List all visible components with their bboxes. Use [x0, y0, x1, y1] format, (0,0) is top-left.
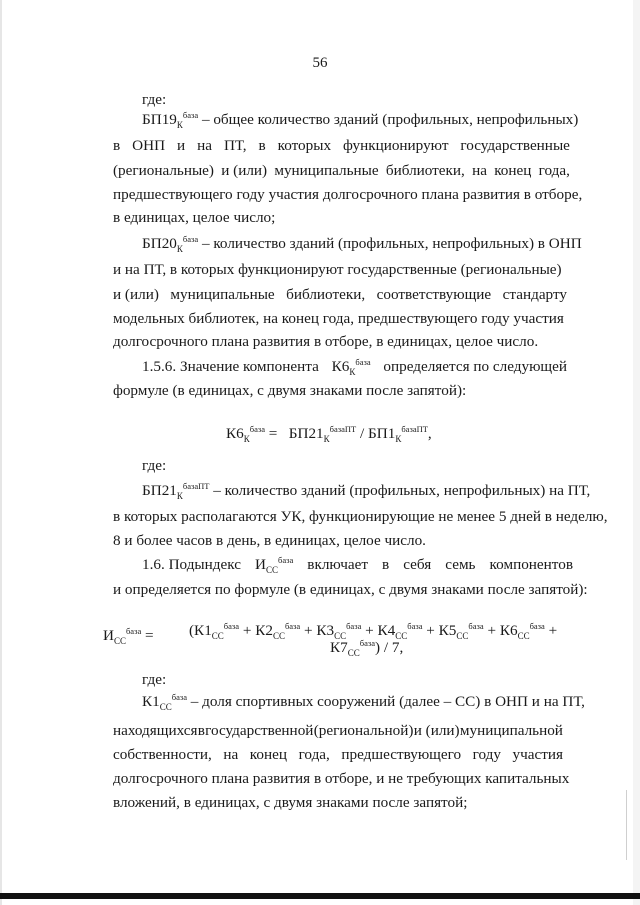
- word: года,: [538, 162, 570, 179]
- bp20-line-5: долгосрочного плана развития в отборе, в единицах, целое число.: [113, 333, 539, 350]
- formula-icc-rhs-line-1: [189, 620, 558, 642]
- word: функционируют: [343, 137, 449, 154]
- f2-lhs: И: [103, 627, 114, 644]
- f2-sub: СС: [395, 631, 408, 642]
- bp21-sup: базаПТ: [182, 480, 210, 491]
- f2-lhs-sup: база: [125, 625, 142, 636]
- p156-symbol-group: [331, 356, 371, 378]
- where-label-3: где:: [142, 671, 167, 688]
- f2-plus: +: [487, 622, 497, 639]
- bp20-line-2: и на ПТ, в которых функционируют государственные (региональные): [113, 261, 562, 278]
- formula-icc-rhs-line-2: [330, 637, 404, 659]
- p16-line-2: и определяется по формуле (в единицах, с двумя знаками после запятой):: [113, 581, 588, 598]
- bp19-text: – общее количество зданий (профильных, непрофильных): [201, 111, 579, 128]
- bp20-line-3: [113, 286, 567, 303]
- k1-sup: база: [171, 691, 187, 702]
- bp19-line-4: предшествующего году участия долгосрочного плана развития в отборе,: [113, 186, 583, 203]
- f2-sup: база: [284, 620, 301, 631]
- p156-symbol: К6: [331, 358, 350, 375]
- f2-t3: К3: [316, 622, 335, 639]
- word: в: [258, 137, 266, 154]
- word: и (или): [413, 722, 460, 739]
- f2-sup: база: [359, 637, 375, 648]
- f2-t5: К5: [438, 622, 457, 639]
- p156-line-2: формуле (в единицах, с двумя знаками после запятой):: [113, 382, 467, 399]
- k1-symbol: К1: [142, 693, 160, 710]
- f2-t4: К4: [377, 622, 396, 639]
- bp20-symbol: БП20: [142, 235, 177, 252]
- bp19-definition-line-1: [142, 109, 579, 131]
- f1-a-sub: К: [323, 434, 330, 445]
- word: на: [223, 746, 239, 763]
- word: муниципальной: [459, 722, 563, 739]
- word: компонентов: [489, 556, 573, 573]
- f2-plus: +: [548, 622, 558, 639]
- word: государственной: [205, 722, 314, 739]
- bp19-line-2: [113, 137, 570, 154]
- word: включает: [307, 556, 368, 573]
- word: которых: [277, 137, 332, 154]
- where-label-1: где:: [142, 91, 167, 108]
- word: государственные: [460, 137, 570, 154]
- f2-plus: +: [303, 622, 313, 639]
- f2-sub: СС: [347, 648, 360, 659]
- word: муниципальные: [170, 286, 275, 303]
- word: году: [472, 746, 501, 763]
- bp21-definition-line-1: [142, 480, 591, 502]
- f2-sup: база: [468, 620, 484, 631]
- bp21-line-3: 8 и более часов в день, в единицах, целое число.: [113, 532, 426, 549]
- p16-sub: СС: [266, 565, 279, 576]
- bp21-line-2: в которых располагаются УК, функционирующие не менее 5 дней в неделю,: [113, 508, 608, 525]
- f2-plus: +: [426, 622, 435, 639]
- p156-pre: 1.5.6. Значение компонента: [142, 358, 319, 375]
- bp21-text: – количество зданий (профильных, непрофильных) на ПТ,: [213, 482, 591, 499]
- f1-a: БП21: [288, 425, 324, 442]
- word: соответствующие: [376, 286, 492, 303]
- word: находящихся: [113, 722, 198, 739]
- bp19-symbol: БП19: [142, 111, 177, 128]
- formula-icc-lhs: [103, 625, 154, 647]
- p16-symbol-group: [255, 554, 294, 576]
- f1-lhs-sup: база: [249, 423, 265, 434]
- word: ОНП: [132, 137, 166, 154]
- word: на: [472, 162, 487, 179]
- p156-line-1: [142, 356, 567, 378]
- k1-line-2: [113, 722, 563, 739]
- word: конец: [249, 746, 287, 763]
- p16-line-1: [142, 554, 573, 576]
- f2-eq: =: [145, 627, 154, 644]
- f1-b-sup: базаПТ: [401, 423, 428, 434]
- word: и (или): [113, 286, 159, 303]
- scan-bottom-bar: [0, 893, 640, 899]
- f2-sub: СС: [272, 631, 285, 642]
- f2-close: ) / 7,: [374, 639, 404, 656]
- f1-end: ,: [427, 425, 432, 442]
- bp20-sub: К: [176, 244, 183, 255]
- scan-left-edge: [0, 0, 2, 905]
- p16-symbol: И: [255, 556, 266, 573]
- word: и (или): [221, 162, 268, 179]
- scan-mark: [626, 790, 627, 860]
- f2-sub: СС: [211, 631, 224, 642]
- f2-sup: база: [407, 620, 423, 631]
- f2-open: (К1: [189, 622, 212, 639]
- f2-sup: база: [529, 620, 545, 631]
- word: на: [197, 137, 212, 154]
- bp19-line-3: [113, 162, 570, 179]
- word: (региональные): [113, 162, 214, 179]
- word: собственности,: [113, 746, 212, 763]
- f2-plus: +: [242, 622, 252, 639]
- p156-post: определяется по следующей: [383, 358, 567, 375]
- word: года,: [298, 746, 330, 763]
- p16-pre: 1.6. Подындекс: [142, 556, 241, 573]
- f2-plus: +: [365, 622, 374, 639]
- formula-k6: [226, 423, 432, 445]
- bp20-sup: база: [182, 233, 199, 244]
- word: и: [177, 137, 186, 154]
- k1-definition-line-1: [142, 691, 585, 713]
- word: стандарту: [502, 286, 567, 303]
- word: участия: [512, 746, 563, 763]
- word: семь: [445, 556, 476, 573]
- page-number: 56: [312, 55, 328, 71]
- word: конец: [494, 162, 532, 179]
- p156-sup: база: [355, 356, 371, 367]
- f1-eq: =: [268, 425, 278, 442]
- word: предшествующего: [341, 746, 462, 763]
- bp20-text: – количество зданий (профильных, непрофильных) в ОНП: [201, 235, 582, 252]
- f2-t2: К2: [255, 622, 273, 639]
- bp21-sub: К: [176, 491, 183, 502]
- k1-line-5: вложений, в единицах, с двумя знаками после запятой;: [113, 794, 468, 811]
- f2-t7: К7: [330, 639, 348, 656]
- f1-b-sub: К: [395, 434, 402, 445]
- scan-right-edge: [633, 0, 640, 905]
- word: муниципальные: [274, 162, 379, 179]
- f1-a-sup: базаПТ: [329, 423, 357, 434]
- word: себя: [403, 556, 432, 573]
- f1-div: /: [360, 425, 365, 442]
- word: библиотеки,: [286, 286, 366, 303]
- f2-sub: СС: [517, 631, 530, 642]
- f1-lhs: К6: [226, 425, 244, 442]
- f1-b: БП1: [368, 425, 396, 442]
- f2-sup: база: [346, 620, 362, 631]
- f2-sub: СС: [456, 631, 469, 642]
- bp21-symbol: БП21: [142, 482, 177, 499]
- bp20-definition-line-1: [142, 233, 582, 255]
- bp20-line-4: модельных библиотек, на конец года, предшествующего году участия: [113, 310, 564, 327]
- p156-sub: К: [349, 367, 356, 378]
- f2-sup: база: [223, 620, 240, 631]
- bp19-sup: база: [182, 109, 199, 120]
- k1-text: – доля спортивных сооружений (далее – СС) в ОНП и на ПТ,: [190, 693, 585, 710]
- k1-sub: СС: [159, 702, 172, 713]
- word: ПТ,: [223, 137, 247, 154]
- word: в: [113, 137, 121, 154]
- word: в: [197, 722, 205, 739]
- k1-line-4: долгосрочного плана развития в отборе, и не требующих капитальных: [113, 770, 570, 787]
- bp19-sub: К: [176, 120, 183, 131]
- p16-sup: база: [278, 554, 294, 565]
- f1-lhs-sub: К: [243, 434, 250, 445]
- f2-lhs-sub: СС: [113, 636, 126, 647]
- f2-t6: К6: [499, 622, 518, 639]
- bp19-line-5: в единицах, целое число;: [113, 209, 276, 226]
- where-label-2: где:: [142, 457, 167, 474]
- word: в: [382, 556, 390, 573]
- word: библиотеки,: [385, 162, 465, 179]
- k1-line-3: [113, 746, 563, 763]
- word: (региональной): [313, 722, 414, 739]
- f2-sub: СС: [334, 631, 347, 642]
